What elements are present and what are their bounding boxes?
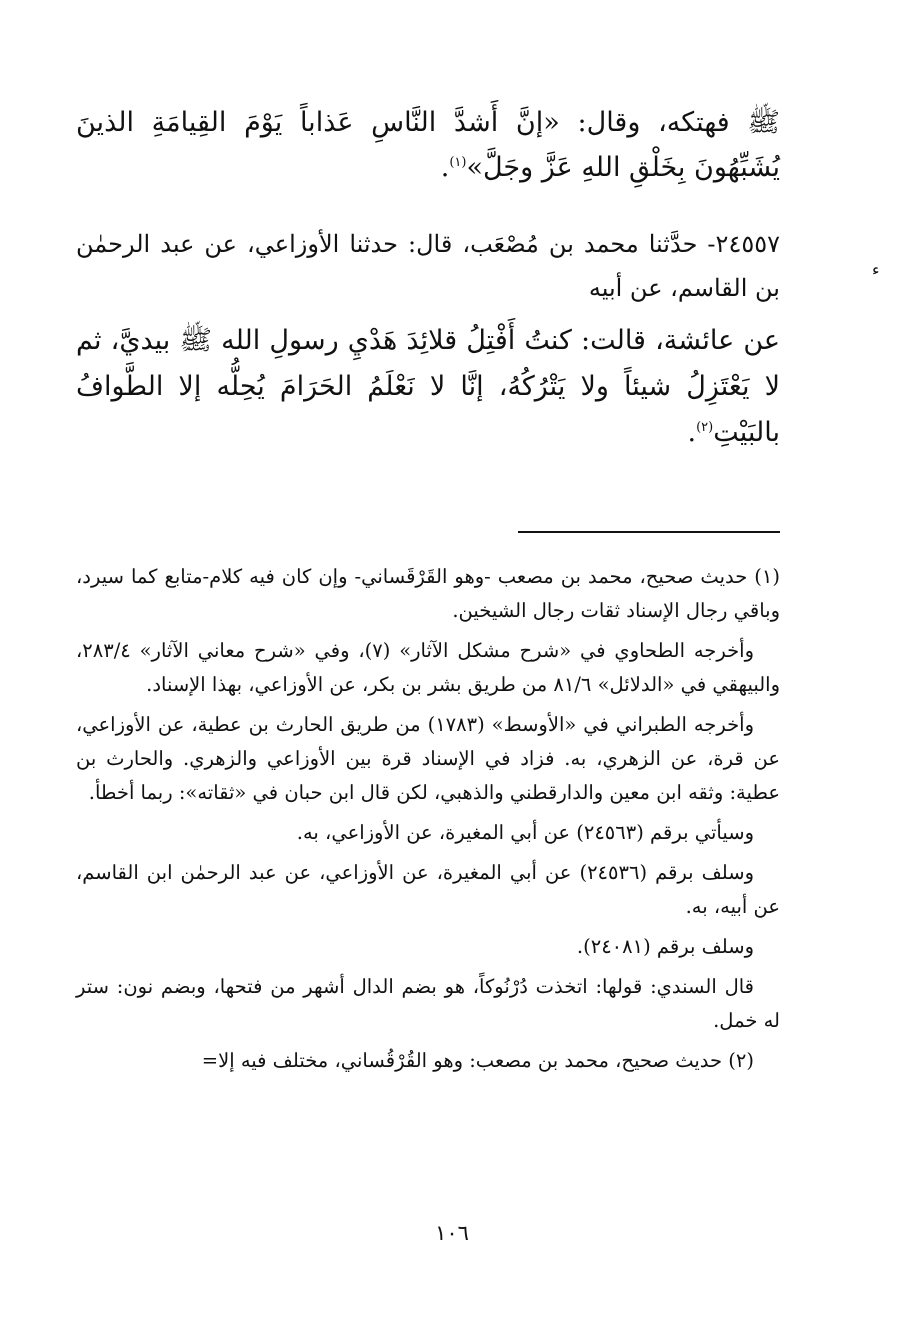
footnote-paragraph: قال السندي: قولها: اتخذت دُرْنُوكاً، هو بضم الدال أشهر من فتحها، وبضم نون: ستر له خمل. [76,975,780,1032]
main-paragraph-1 [76,100,780,190]
footnote-paragraph: وأخرجه الطبراني في «الأوسط» (١٧٨٣) من طريق الحارث بن عطية، عن الأوزاعي، عن قرة، عن الزهري، به. فزاد في الإسناد قرة بين الأوزاعي والزهري. والحارث بن عطية: وثقه ابن معين والدارقطني والذهبي، لكن قال ابن حبان في «ثقاته»: ربما أخطأ. [76,713,780,804]
footnote-paragraph: وأخرجه الطحاوي في «شرح مشكل الآثار» (٧)، وفي «شرح معاني الآثار» ٢٨٣/٤، والبيهقي في «الدلائل» ٨١/٦ من طريق بشر بن بكر، عن الأوزاعي، بهذا الإسناد. [76,639,780,696]
margin-mark: ء [872,260,880,279]
main-paragraph-3-text: عن عائشة، قالت: كنتُ أَفْتِلُ قلائِدَ هَدْيِ رسولِ الله ﷺ بيديَّ، ثم لا يَعْتَزِلُ شيئاً ولا يَتْرُكُهُ، إنَّا لا نَعْلَمُ الحَرَامَ يُحِلُّه إلا الطَّوافُ بالبَيْتِ [76,325,780,448]
page-number: ١٠٦ [435,1221,469,1245]
main-paragraph-1-tail: . [440,152,450,183]
footnote-paragraph: وسلف برقم (٢٤٠٨١). [576,935,754,958]
main-paragraph-1-text: ﷺ فهتكه، وقال: «إنَّ أَشدَّ النَّاسِ عَذاباً يَوْمَ القِيامَةِ الذينَ يُشَبِّهُونَ بِخَلْقِ اللهِ عَزَّ وجَلَّ» [76,107,780,183]
footnote-ref-1: (١) [449,155,467,170]
footnote-paragraph: (١) حديث صحيح، محمد بن مصعب -وهو القَرْقَساني- وإن كان فيه كلام-متابع كما سيرد، وباقي رجال الإسناد ثقات رجال الشيخين. [76,565,780,622]
footnote-paragraph: وسلف برقم (٢٤٥٣٦) عن أبي المغيرة، عن الأوزاعي، عن عبد الرحمٰن ابن القاسم، عن أبيه، به. [76,861,780,918]
footnote-paragraph: (٢) حديث صحيح، محمد بن مصعب: وهو القُرْقُساني، مختلف فيه إلا= [201,1049,754,1072]
footnote-divider [518,531,780,533]
footnotes [76,560,780,1084]
main-paragraph-3 [76,318,780,456]
footnote-ref-2: (٢) [696,420,714,435]
hadith-heading [76,222,780,310]
main-paragraph-3-tail: . [687,417,697,448]
footnote-paragraph: وسيأتي برقم (٢٤٥٦٣) عن أبي المغيرة، عن الأوزاعي، به. [296,821,754,844]
hadith-heading-text: ٢٤٥٥٧- حدَّثنا محمد بن مُصْعَب، قال: حدثنا الأوزاعي، عن عبد الرحمٰن بن القاسم، عن أبيه [76,230,780,302]
